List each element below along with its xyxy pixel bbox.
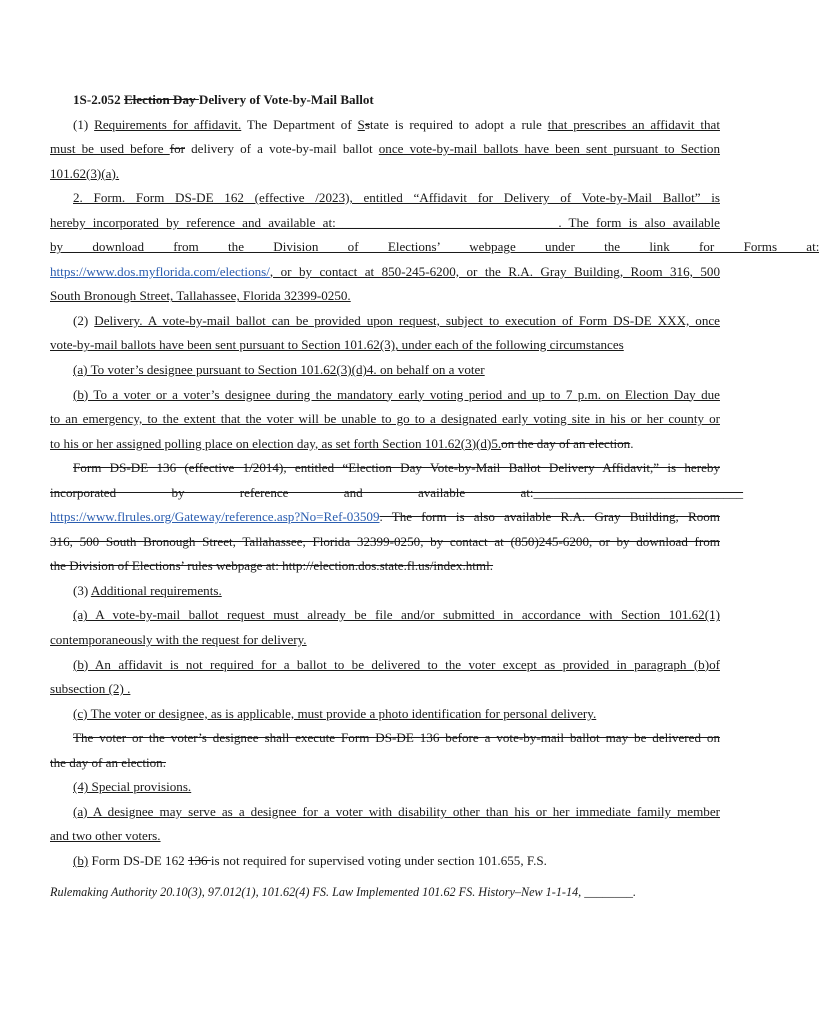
struck-text: 316, 500 South Bronough Street, Tallahassee, Florida 32399-0250, by contact at (850)245-6200, or by download from bbox=[50, 533, 720, 549]
inserted-text: S bbox=[357, 116, 365, 132]
struck-paragraph-line-4 bbox=[50, 530, 720, 555]
inserted-text: subsection (2) . bbox=[50, 681, 131, 697]
inserted-text: hereby incorporated by reference and available at:__________________________________. The form is also available bbox=[50, 214, 720, 230]
paragraph-3b-line-2 bbox=[50, 677, 720, 702]
form-paragraph-line-5 bbox=[50, 284, 720, 309]
text-run: . bbox=[630, 435, 634, 451]
paragraph-3 bbox=[50, 579, 720, 604]
inserted-text: to his or her assigned polling place on election day, as set forth Section 101.62(3)(d)5. bbox=[50, 435, 502, 451]
struck-text: Election Day bbox=[123, 92, 199, 107]
flrules-reference-link[interactable]: https://www.flrules.org/Gateway/reference.asp?No=Ref-03509 bbox=[50, 509, 380, 525]
struck-text: s bbox=[364, 116, 370, 132]
inserted-text: , or by contact at 850-245-6200, or the R.A. Gray Building, Room 316, 500 bbox=[269, 263, 720, 279]
paragraph-1-line-3 bbox=[50, 162, 720, 187]
inserted-text: (b) To a voter or a voter’s designee during the mandatory early voting period and up to 7 p.m. on Election Day due bbox=[73, 386, 720, 402]
paragraph-4 bbox=[50, 775, 720, 800]
inserted-text: contemporaneously with the request for delivery. bbox=[50, 632, 307, 648]
struck-text: the day of an election. bbox=[50, 754, 166, 770]
inserted-text: Additional requirements. bbox=[90, 582, 222, 598]
inserted-text: (a) A vote-by-mail ballot request must already be file and/or submitted in accordance with Section 101.62(1) bbox=[73, 607, 720, 623]
rule-number: 1S-2.052 bbox=[73, 92, 124, 107]
inserted-text: (c) The voter or designee, as is applicable, must provide a photo identification for personal delivery. bbox=[73, 705, 597, 721]
inserted-text: by download from the Division of Elections’ webpage under the link for Forms at: bbox=[50, 239, 819, 255]
text-run: (3) bbox=[73, 582, 91, 598]
text-run: delivery of a vote-by-mail ballot bbox=[185, 141, 379, 157]
form-paragraph-line-3 bbox=[50, 235, 819, 260]
paragraph-4b bbox=[50, 849, 720, 874]
rulemaking-authority-footer: Rulemaking Authority 20.10(3), 97.012(1), 101.62(4) FS. Law Implemented 101.62 FS. History–New 1-1-14, ________. bbox=[50, 885, 637, 899]
paragraph-3a-line-1 bbox=[50, 603, 720, 628]
form-paragraph-line-1 bbox=[50, 186, 720, 211]
inserted-text: must be used before bbox=[50, 141, 170, 157]
inserted-text: and two other voters. bbox=[50, 828, 161, 844]
text-run: Form DS-DE 162 bbox=[88, 852, 188, 868]
struck-paragraph-line-1 bbox=[50, 456, 720, 481]
struck-text: Form DS-DE 136 (effective 1/2014), entitled “Election Day Vote-by-Mail Ballot Delivery Affidavit,” is hereby bbox=[73, 460, 720, 476]
inserted-text: that prescribes an affidavit that bbox=[547, 116, 720, 132]
struck-paragraph-line-2 bbox=[50, 481, 744, 506]
rule-body bbox=[50, 88, 819, 874]
paragraph-4a-line-1 bbox=[50, 800, 720, 825]
struck-text: incorporated by reference and available at:________________________________ bbox=[50, 484, 744, 500]
paragraph-1-line-1 bbox=[50, 113, 720, 138]
struck-text: . The form is also available R.A. Gray Building, Room bbox=[379, 509, 720, 525]
struck-sentence-line-1 bbox=[50, 726, 720, 751]
text-run: The Department of bbox=[241, 116, 358, 132]
paragraph-3a-line-2 bbox=[50, 628, 720, 653]
inserted-text: to an emergency, to the extent that the voter will be unable to go to a designated early voting site in his or her county or bbox=[50, 411, 720, 427]
struck-text: for bbox=[169, 141, 185, 157]
form-paragraph-line-2 bbox=[50, 211, 720, 236]
struck-text: on the day of an election bbox=[501, 435, 631, 451]
inserted-text: vote-by-mail ballots have been sent pursuant to Section 101.62(3), under each of the following circumstances bbox=[50, 337, 624, 353]
paragraph-3c bbox=[50, 702, 720, 727]
inserted-text: 101.62(3)(a). bbox=[50, 165, 120, 181]
paragraph-4a-line-2 bbox=[50, 824, 720, 849]
inserted-text: (a) To voter’s designee pursuant to Section 101.62(3)(d)4. on behalf on a voter bbox=[73, 362, 485, 378]
inserted-text: (b) bbox=[73, 852, 89, 868]
struck-text: The voter or the voter’s designee shall execute Form DS-DE 136 before a vote-by-mail ballot may be delivered on bbox=[73, 730, 720, 746]
paragraph-1-line-2 bbox=[50, 137, 720, 162]
inserted-text: once vote-by-mail ballots have been sent pursuant to Section bbox=[378, 141, 720, 157]
form-paragraph-line-4 bbox=[50, 260, 720, 285]
rule-title: Delivery of Vote-by-Mail Ballot bbox=[198, 92, 374, 107]
dos-elections-link[interactable]: https://www.dos.myflorida.com/elections/ bbox=[50, 263, 270, 279]
paragraph-3b-line-1 bbox=[50, 653, 720, 678]
inserted-text: (b) An affidavit is not required for a ballot to be delivered to the voter except as provided in paragraph (b)of bbox=[73, 656, 720, 672]
paragraph-2b-line-1 bbox=[50, 383, 720, 408]
paragraph-2-line-1 bbox=[50, 309, 720, 334]
struck-text: the Division of Elections’ rules webpage at: http://election.dos.state.fl.us/index.html. bbox=[50, 558, 494, 574]
rule-heading bbox=[50, 88, 720, 113]
struck-text: 136 bbox=[187, 852, 211, 868]
text-run: tate is required to adopt a rule bbox=[369, 116, 548, 132]
text-run: (1) bbox=[73, 116, 95, 132]
inserted-text: Requirements for affidavit. bbox=[94, 116, 242, 132]
struck-paragraph-line-5 bbox=[50, 554, 720, 579]
inserted-text: (a) bbox=[73, 803, 88, 819]
paragraph-2-line-2 bbox=[50, 333, 720, 358]
inserted-text: (4) Special provisions. bbox=[73, 779, 192, 795]
struck-sentence-line-2 bbox=[50, 751, 720, 776]
inserted-text: 2. Form. Form DS-DE 162 (effective /2023), entitled “Affidavit for Delivery of Vote-by-Mail Ballot” is bbox=[73, 190, 720, 206]
inserted-text: South Bronough Street, Tallahassee, Florida 32399-0250. bbox=[50, 288, 351, 304]
paragraph-2b-line-3 bbox=[50, 432, 720, 457]
text-run: (2) bbox=[73, 312, 95, 328]
paragraph-2b-line-2 bbox=[50, 407, 720, 432]
inserted-text: A designee may serve as a designee for a voter with disability other than his or her immediate family member bbox=[87, 803, 720, 819]
struck-paragraph-line-3 bbox=[50, 505, 720, 530]
text-run: is not required for supervised voting under section 101.655, F.S. bbox=[210, 852, 547, 868]
inserted-text: Delivery. A vote-by-mail ballot can be provided upon request, subject to execution of Form DS-DE XXX, once bbox=[94, 312, 720, 328]
paragraph-2a bbox=[50, 358, 720, 383]
